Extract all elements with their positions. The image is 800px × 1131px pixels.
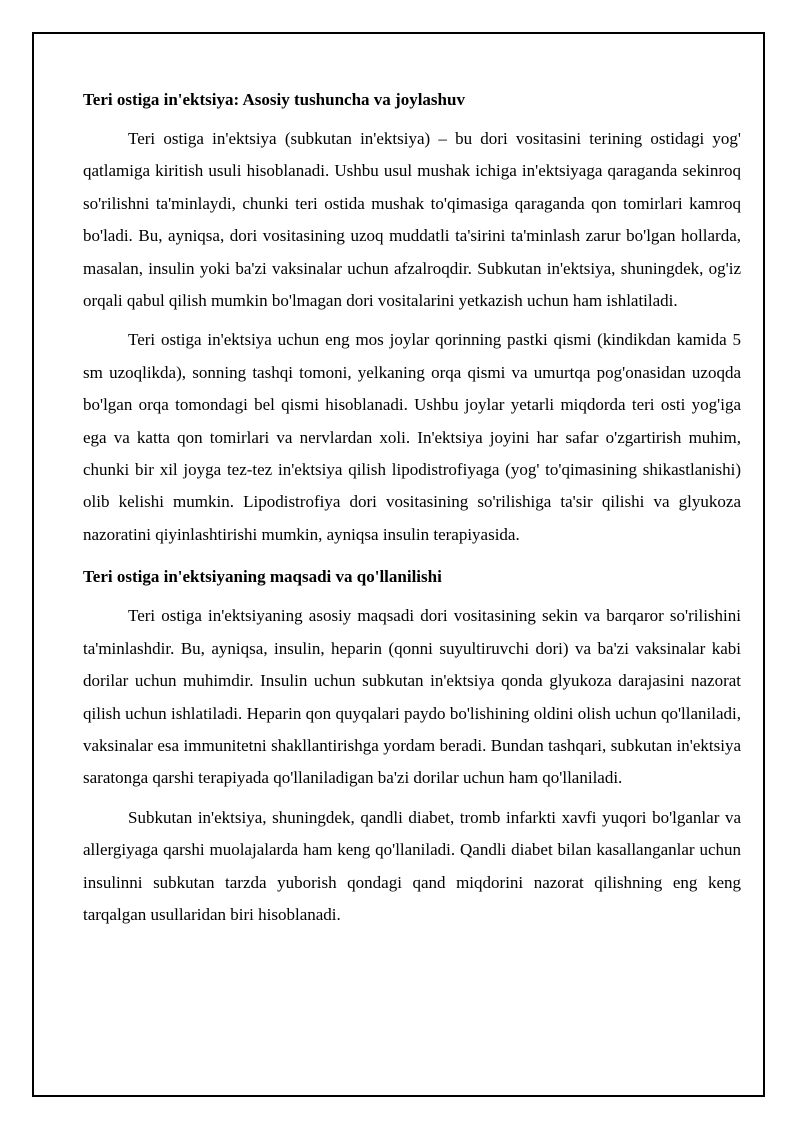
paragraph: Subkutan in'ektsiya, shuningdek, qandli diabet, tromb infarkti xavfi yuqori bo'lganlar va allergiyaga qarshi muolajalarda ham keng qo'llaniladi. Qandli diabet bilan kasallanganlar uchun insulinni subkutan tarzda yuborish qondagi qand miqdorini nazorat qilishning eng keng tarqalgan usullaridan biri hisoblanadi. [83, 807, 741, 924]
paragraph: Teri ostiga in'ektsiyaning asosiy maqsadi dori vositasining sekin va barqaror so'rilishini ta'minlashdir. Bu, ayniqsa, insulin, heparin (qonni suyultiruvchi dori) va ba'zi vaksinalar kabi dorilar uchun muhimdir. Insulin uchun subkutan in'ektsiya qonda glyukoza darajasini nazorat qilish uchun ishlatiladi. Heparin qon quyqalari paydo bo'lishining oldini olish uchun qo'llaniladi, vaksinalar esa immunitetni shakllantirishga yordam beradi. Bundan tashqari, subkutan in'ektsiya saratonga qarshi terapiyada qo'llaniladigan ba'zi dorilar uchun ham qo'llaniladi. [83, 606, 741, 788]
section-heading: Teri ostiga in'ektsiyaning maqsadi va qo'llanilishi [83, 567, 442, 587]
paragraph: Teri ostiga in'ektsiya (subkutan in'ektsiya) – bu dori vositasini terining ostidagi yog' qatlamiga kiritish usuli hisoblanadi. Ushbu usul mushak ichiga in'ektsiyaga qaraganda sekinroq so'rilishni ta'minlaydi, chunki teri ostida mushak to'qimasiga qaraganda qon tomirlari kamroq bo'ladi. Bu, ayniqsa, dori vositasining uzoq muddatli ta'sirini ta'minlash zarur bo'lgan hollarda, masalan, insulin yoki ba'zi vaksinalar uchun afzalroqdir. Subkutan in'ektsiya, shuningdek, og'iz orqali qabul qilish mumkin bo'lmagan dori vositalarini yetkazish uchun ham ishlatiladi. [83, 129, 741, 311]
paragraph: Teri ostiga in'ektsiya uchun eng mos joylar qorinning pastki qismi (kindikdan kamida 5 sm uzoqlikda), sonning tashqi tomoni, yelkaning orqa qismi va umurtqa pog'onasidan uzoqda bo'lgan orqa tomondagi bel qismi hisoblanadi. Ushbu joylar yetarli miqdorda teri osti yog'iga ega va katta qon tomirlari va nervlardan xoli. In'ektsiya joyini har safar o'zgartirish muhim, chunki bir xil joyga tez-tez in'ektsiya qilish lipodistrofiyaga (yog' to'qimasining shikastlanishi) olib kelishi mumkin. Lipodistrofiya dori vositasining so'rilishiga ta'sir qilishi va glyukoza nazoratini qiyinlashtirishi mumkin, ayniqsa insulin terapiyasida. [83, 330, 741, 544]
document-body [83, 84, 741, 938]
section-heading: Teri ostiga in'ektsiya: Asosiy tushuncha va joylashuv [83, 90, 465, 109]
